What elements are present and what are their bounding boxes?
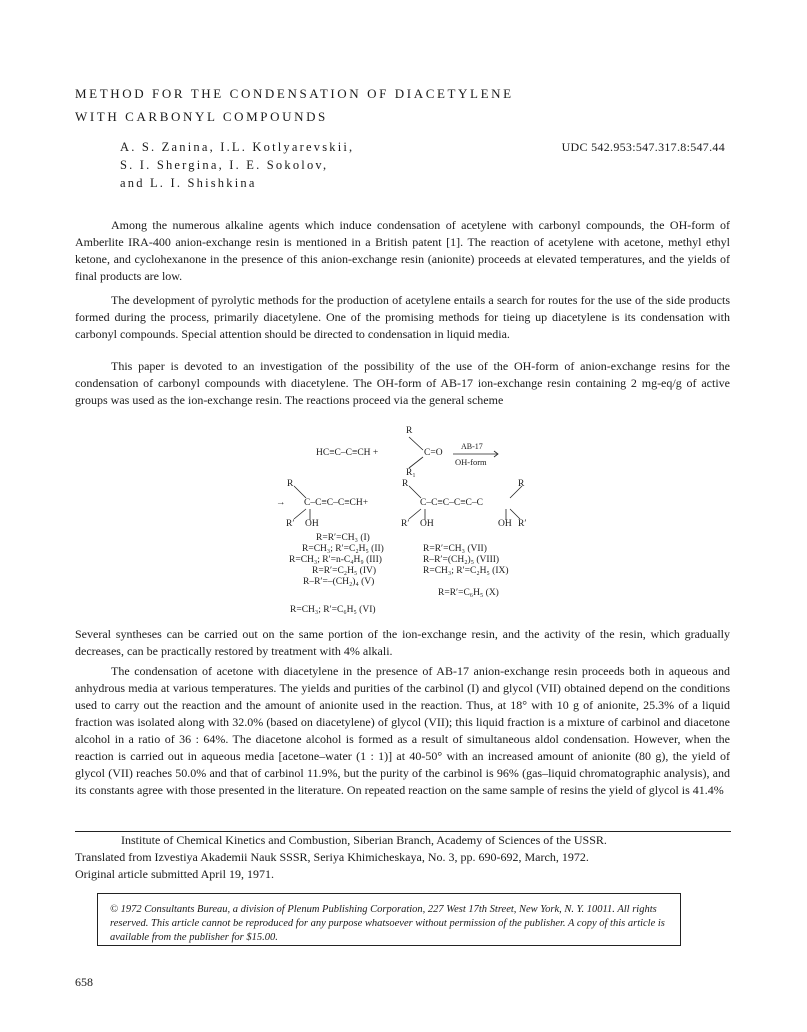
author-line-1: A. S. Zanina, I.L. Kotlyarevskii, bbox=[120, 140, 355, 154]
udc-code: UDC 542.953:547.317.8:547.44 bbox=[561, 140, 725, 154]
scheme-substituent-x: R=R′=C₆H₅ (X) bbox=[438, 588, 499, 598]
scheme-carbonyl: C=O bbox=[424, 448, 443, 458]
scheme-p2-rprime: R′ bbox=[401, 519, 410, 529]
scheme-reagent-bottom: OH-form bbox=[455, 457, 487, 467]
scheme-p1-r: R bbox=[287, 479, 294, 489]
scheme-r-top: R bbox=[406, 426, 413, 436]
scheme-substituent-iv: R=R′=C₂H₅ (IV) bbox=[312, 566, 377, 576]
scheme-p2-r-right: R bbox=[518, 479, 525, 489]
scheme-p1-rprime: R′ bbox=[286, 519, 295, 529]
scheme-r1: R₁ bbox=[406, 468, 416, 478]
institute-affiliation: Institute of Chemical Kinetics and Combustion, Siberian Branch, Academy of Sciences of the USSR. bbox=[121, 833, 607, 847]
scheme-p2-rprime-right: R′ bbox=[518, 519, 527, 529]
scheme-reagent-top: AB-17 bbox=[461, 442, 483, 451]
scheme-substituent-ii: R=CH₃; R′=C₂H₅ (II) bbox=[302, 544, 384, 554]
body-paragraph-4 bbox=[75, 626, 730, 660]
author-list bbox=[120, 138, 354, 192]
scheme-p1-oh: OH bbox=[305, 519, 319, 529]
scheme-substituent-viii: R–R′=(CH₂)₅ (VIII) bbox=[423, 555, 500, 565]
paragraph-text: The condensation of acetone with diacetylene in the presence of AB-17 anion-exchange resin proceeds both in aqueous and anhydrous media at various temperatures. The yields and purities of the carbinol (I) and glycol (VII) obtained depend on the conditions used to carry out the reaction and the amount of anionite used in the reaction. Thus, at 18° with 10 g of anionite, 25.3% of a liquid fraction was isolated along with 32.0% (based on diacetylene) of glycol (VII); this liquid fraction is a mixture of carbinol and diacetone alcohol in a ratio of 36 : 64%. The diacetone alcohol is formed as a result of simultaneous aldol condensation. However, when the reaction is carried out in aqueous media [acetone–water (1 : 1)] at 40-50° with an increased amount of anionite (80 g), the yield of glycol (VII) reaches 50.0% and that of carbinol 11.9%, but the purity of the carbinol is 96% (gas–liquid chromatographic analysis), and its constants agree with those presented in the literature. On repeated reaction on the same sample of resins the yield of glycol is 41.4% bbox=[75, 664, 730, 797]
body-paragraph-5 bbox=[75, 663, 730, 799]
scheme-substituent-vi: R=CH₃; R′=C₆H₅ (VI) bbox=[290, 605, 376, 615]
paragraph-text: The development of pyrolytic methods for the production of acetylene entails a search for routes for the use of the side products formed during the process, primarily diacetylene. One of the promising methods for tieing up diacetylene is its condensation with carbonyl compounds. Special attention should be directed to condensation in liquid media. bbox=[75, 293, 730, 341]
submission-date: Original article submitted April 19, 1971. bbox=[75, 867, 274, 881]
scheme-substituent-i: R=R′=CH₃ (I) bbox=[316, 533, 370, 543]
scheme-substituent-vii: R=R′=CH₃ (VII) bbox=[423, 544, 487, 554]
page-number: 658 bbox=[75, 975, 93, 989]
scheme-p2-oh-right: OH bbox=[498, 519, 512, 529]
author-line-3: and L. I. Shishkina bbox=[120, 176, 257, 190]
scheme-substituent-ix: R=CH₃; R′=C₂H₅ (IX) bbox=[423, 566, 509, 576]
scheme-substituent-v: R–R′=–(CH₂)₄ (V) bbox=[303, 577, 375, 587]
scheme-substituent-iii: R=CH₃; R′=n-C₄H₉ (III) bbox=[289, 555, 382, 565]
translation-note: Translated from Izvestiya Akademii Nauk SSSR, Seriya Khimicheskaya, No. 3, pp. 690-692, March, 1972. bbox=[75, 850, 589, 864]
scheme-product-1: C–C≡C–C≡CH+ bbox=[304, 498, 369, 508]
paragraph-text: This paper is devoted to an investigation of the possibility of the use of the OH-form of anion-exchange resins for the condensation of carbonyl compounds with diacetylene. The OH-form of AB-17 ion-exchange resin containing 2 mg-eq/g of active groups was used as the ion-exchange resin. The reactions proceed via the general scheme bbox=[75, 359, 730, 407]
reaction-scheme bbox=[260, 424, 560, 620]
intro-paragraph-1 bbox=[75, 217, 730, 285]
title-line-1: METHOD FOR THE CONDENSATION OF DIACETYLENE bbox=[75, 86, 514, 101]
author-line-2: S. I. Shergina, I. E. Sokolov, bbox=[120, 158, 329, 172]
title-line-2: WITH CARBONYL COMPOUNDS bbox=[75, 109, 328, 124]
scheme-p2-r-left: R bbox=[402, 479, 409, 489]
scheme-p2-oh: OH bbox=[420, 519, 434, 529]
copyright-notice: © 1972 Consultants Bureau, a division of Plenum Publishing Corporation, 227 West 17th Street, New York, N. Y. 10011. All rights reserved. This article cannot be reproduced for any purpose whatsoever without permission of the publisher. A copy of this article is available from the publisher for $15.00. bbox=[97, 893, 681, 946]
intro-paragraph-2 bbox=[75, 292, 730, 343]
scheme-reactant: HC≡C–C≡CH + bbox=[316, 448, 379, 458]
paper-title bbox=[75, 82, 514, 128]
intro-paragraph-3 bbox=[75, 358, 730, 409]
paragraph-text: Among the numerous alkaline agents which induce condensation of acetylene with carbonyl compounds, the OH-form of Amberlite IRA-400 anion-exchange resin is mentioned in a British patent [1]. The reaction of acetylene with acetone, methyl ethyl ketone, and cyclohexanone in the presence of this anion-exchange resin (anionite) proceeds at elevated temperatures, and the yields of final products are low. bbox=[75, 218, 730, 283]
affiliation-block bbox=[75, 832, 731, 883]
paragraph-text: Several syntheses can be carried out on the same portion of the ion-exchange resin, and the activity of the resin, which gradually decreases, can be practically restored by treatment with 4% alkali. bbox=[75, 627, 730, 658]
scheme-product-2: C–C≡C–C≡C–C bbox=[420, 498, 483, 508]
scheme-arrow: → bbox=[276, 498, 286, 508]
